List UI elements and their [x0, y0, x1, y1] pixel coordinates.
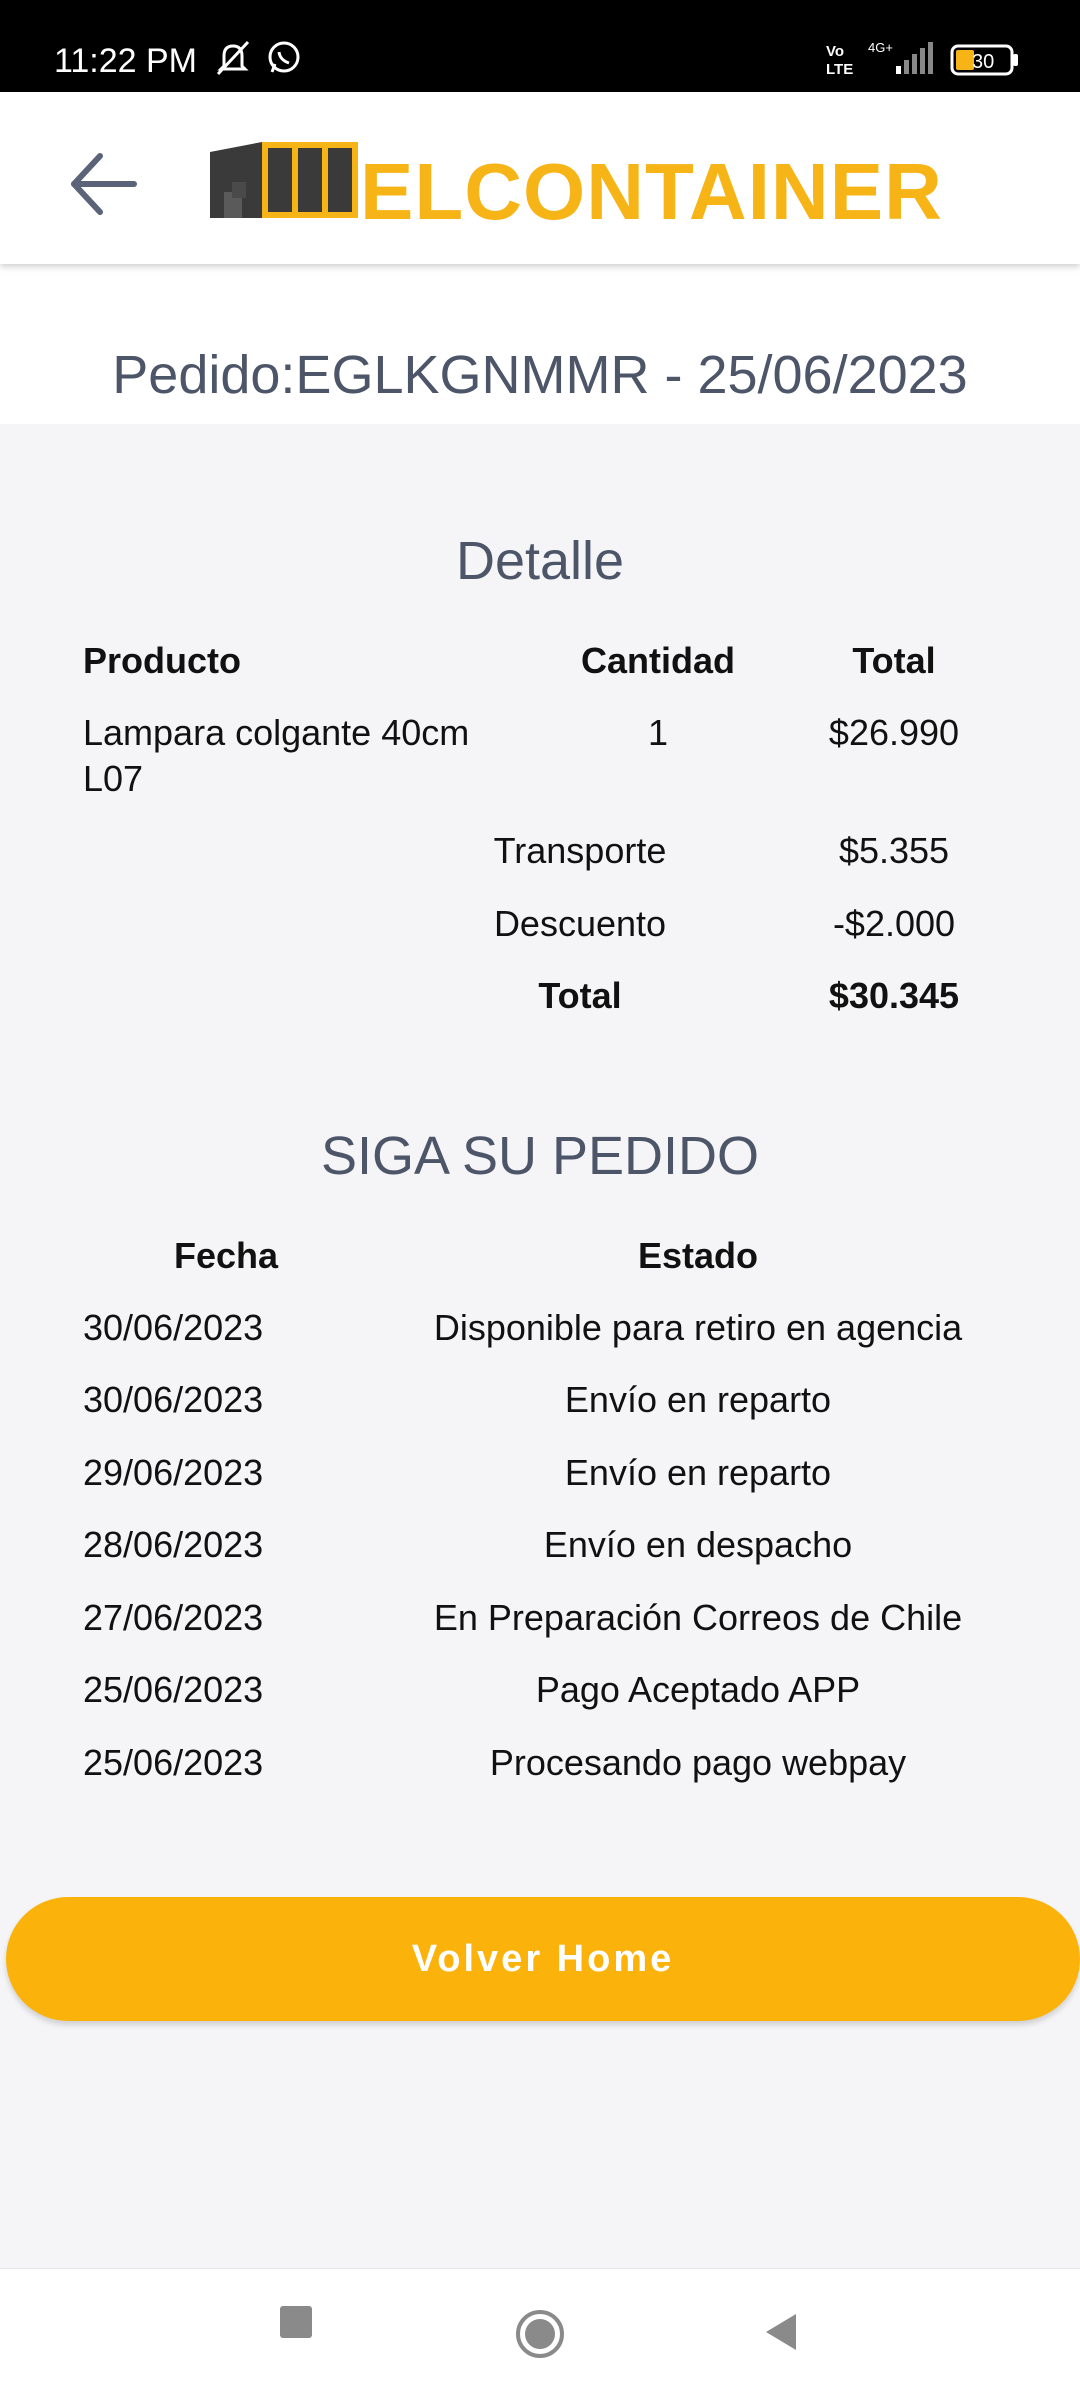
whatsapp-icon: [264, 38, 304, 78]
tracking-date: 25/06/2023: [83, 1742, 264, 1783]
svg-text:4G+: 4G+: [868, 40, 893, 55]
item-cantidad: 1: [647, 712, 669, 753]
tracking-date: 29/06/2023: [83, 1452, 264, 1493]
signal-icon: [868, 38, 938, 78]
tracking-status: Disponible para retiro en agencia: [433, 1307, 963, 1348]
volte-icon: [824, 40, 864, 78]
tracking-status: Envío en reparto: [564, 1379, 832, 1420]
tracking-status: Envío en reparto: [564, 1452, 832, 1493]
transporte-value: $5.355: [838, 830, 950, 871]
header-estado: Estado: [637, 1235, 759, 1276]
item-total: $26.990: [828, 712, 960, 753]
home-icon[interactable]: [514, 2308, 566, 2360]
tracking-date: 27/06/2023: [83, 1597, 264, 1638]
header-total: Total: [852, 640, 936, 681]
header-fecha: Fecha: [173, 1235, 279, 1276]
transporte-label: Transporte: [493, 830, 667, 871]
header-cantidad: Cantidad: [580, 640, 735, 681]
descuento-value: -$2.000: [832, 903, 956, 944]
status-time: 11:22 PM: [54, 42, 198, 80]
tracking-date: 25/06/2023: [83, 1669, 264, 1710]
recents-icon[interactable]: [276, 2302, 316, 2342]
status-bar: [0, 0, 1080, 92]
battery-icon: [950, 44, 1020, 76]
app-bar: [0, 92, 1080, 264]
back-nav-icon[interactable]: [760, 2310, 800, 2354]
arrow-back-icon[interactable]: [62, 142, 146, 226]
notifications-muted-icon: [212, 38, 254, 78]
tracking-date: 28/06/2023: [83, 1524, 264, 1565]
svg-text:LTE: LTE: [826, 61, 854, 78]
item-producto-line1: Lampara colgante 40cm: [83, 712, 470, 753]
descuento-label: Descuento: [493, 903, 667, 944]
header-producto: Producto: [83, 640, 241, 681]
item-producto-line2: L07: [83, 758, 144, 799]
detalle-title: Detalle: [455, 531, 625, 591]
order-title: Pedido:EGLKGNMMR - 25/06/2023: [112, 345, 968, 405]
tracking-status: En Preparación Correos de Chile: [433, 1597, 963, 1638]
battery-level: 30: [972, 51, 995, 73]
total-label: Total: [538, 975, 622, 1016]
svg-text:Vo: Vo: [826, 43, 845, 60]
brand-name: ELCONTAINER: [360, 147, 943, 236]
container-logo-icon: [210, 142, 360, 222]
tracking-status: Pago Aceptado APP: [535, 1669, 861, 1710]
volver-home-button[interactable]: Volver Home: [6, 1897, 1080, 2021]
tracking-status: Procesando pago webpay: [489, 1742, 907, 1783]
tracking-status: Envío en despacho: [543, 1524, 853, 1565]
tracking-date: 30/06/2023: [83, 1307, 264, 1348]
tracking-title: SIGA SU PEDIDO: [320, 1126, 760, 1186]
total-value: $30.345: [828, 975, 960, 1016]
order-header: [0, 264, 1080, 424]
brand-logo: [210, 140, 970, 236]
tracking-date: 30/06/2023: [83, 1379, 264, 1420]
